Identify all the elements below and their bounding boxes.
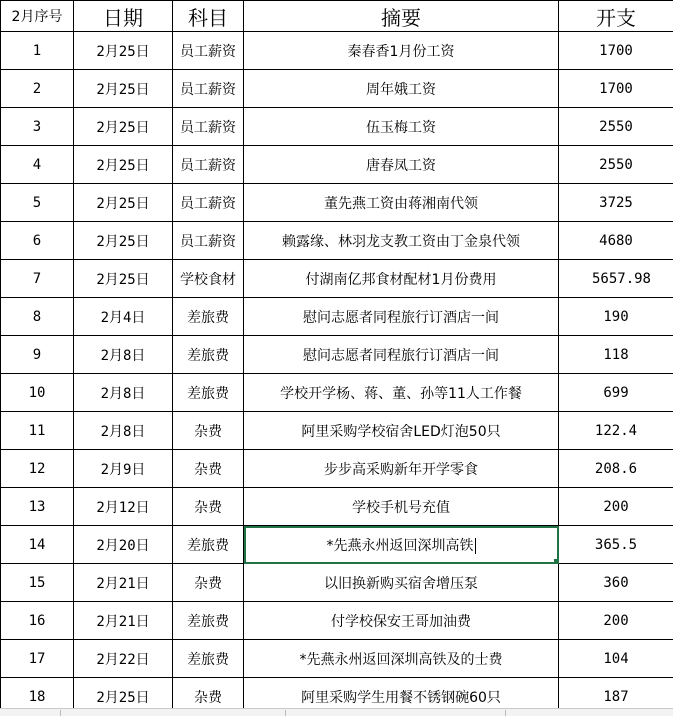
cell-category-text: 员工薪资 (180, 234, 236, 250)
header-seq[interactable]: 2月序号 (1, 1, 74, 32)
cell-expense-text: 699 (603, 385, 628, 401)
cell-summary-text: 慰问志愿者同程旅行订酒店一间 (303, 348, 499, 364)
table-row (1, 526, 673, 564)
cell-date[interactable] (74, 70, 173, 108)
cell-summary[interactable] (244, 222, 559, 260)
cell-expense-text: 200 (603, 613, 628, 629)
cell-category-text: 员工薪资 (180, 158, 236, 174)
cell-summary-text: 以旧换新购买宿舍增压泵 (324, 576, 478, 592)
cell-expense[interactable] (559, 526, 673, 564)
table-row (1, 184, 673, 222)
cell-date-text: 2月25日 (96, 690, 149, 706)
cell-summary[interactable] (244, 602, 559, 640)
cell-summary-text: 学校开学杨、蒋、董、孙等11人工作餐 (280, 386, 522, 402)
table-row (1, 488, 673, 526)
table-row (1, 602, 673, 640)
cell-seq-text: 4 (33, 157, 41, 173)
cell-expense-text: 2550 (599, 157, 633, 173)
cell-category-text: 杂费 (194, 500, 222, 516)
cell-category[interactable] (173, 108, 244, 146)
cell-seq-text: 17 (29, 651, 46, 667)
cell-expense-text: 2550 (599, 119, 633, 135)
cell-seq-text: 12 (29, 461, 46, 477)
cell-summary[interactable] (244, 298, 559, 336)
cell-expense[interactable] (559, 70, 673, 108)
cell-summary[interactable] (244, 336, 559, 374)
cell-summary[interactable] (244, 32, 559, 70)
cell-category[interactable] (173, 412, 244, 450)
cell-summary-text: 慰问志愿者同程旅行订酒店一间 (303, 310, 499, 326)
cell-summary-text: 学校手机号充值 (352, 500, 450, 516)
cell-date-text: 2月25日 (96, 44, 149, 60)
cell-seq[interactable] (1, 336, 74, 374)
cell-expense-text: 104 (603, 651, 628, 667)
cell-summary[interactable] (244, 640, 559, 678)
cell-summary[interactable] (244, 564, 559, 602)
cell-category[interactable] (173, 602, 244, 640)
cell-summary[interactable] (244, 450, 559, 488)
cell-date[interactable] (74, 412, 173, 450)
table-row (1, 450, 673, 488)
fill-handle[interactable] (554, 559, 559, 564)
cell-date-text: 2月9日 (101, 462, 146, 478)
cell-summary-text: 董先燕工资由蒋湘南代领 (324, 196, 478, 212)
cell-seq-text: 5 (33, 195, 41, 211)
cell-category-text: 杂费 (194, 424, 222, 440)
cell-expense-text: 208.6 (595, 461, 637, 477)
cell-date-text: 2月8日 (101, 386, 146, 402)
table-row (1, 108, 673, 146)
cell-expense[interactable] (559, 450, 673, 488)
table-body (1, 1, 673, 716)
cell-category[interactable] (173, 640, 244, 678)
cell-expense[interactable] (559, 412, 673, 450)
table-row (1, 222, 673, 260)
cell-category-text: 差旅费 (187, 538, 229, 554)
cell-expense[interactable] (559, 488, 673, 526)
cell-seq[interactable] (1, 70, 74, 108)
cell-seq[interactable] (1, 184, 74, 222)
cell-seq[interactable] (1, 412, 74, 450)
table-row (1, 640, 673, 678)
cell-seq-text: 15 (29, 575, 46, 591)
cell-date[interactable] (74, 146, 173, 184)
cell-expense-text: 5657.98 (592, 271, 651, 287)
cell-date[interactable] (74, 260, 173, 298)
cell-summary-text: 唐春凤工资 (366, 158, 436, 174)
cell-category[interactable] (173, 298, 244, 336)
header-date[interactable]: 日期 (74, 1, 173, 32)
cell-seq[interactable] (1, 222, 74, 260)
cell-seq-text: 9 (33, 347, 41, 363)
cell-date-text: 2月22日 (96, 652, 149, 668)
cell-date[interactable] (74, 222, 173, 260)
cell-expense-text: 1700 (599, 81, 633, 97)
cell-date[interactable] (74, 374, 173, 412)
cell-summary-text: 阿里采购学校宿舍LED灯泡50只 (301, 424, 500, 440)
cell-summary[interactable] (244, 146, 559, 184)
cell-summary[interactable] (244, 184, 559, 222)
cell-seq[interactable] (1, 108, 74, 146)
cell-summary[interactable] (244, 374, 559, 412)
cell-summary-text: *先燕永州返回深圳高铁及的士费 (300, 652, 503, 668)
table-row (1, 374, 673, 412)
cell-seq[interactable] (1, 260, 74, 298)
cell-seq-text: 6 (33, 233, 41, 249)
cell-expense[interactable] (559, 298, 673, 336)
cell-seq-text: 1 (33, 43, 41, 59)
cell-summary-text: 付湖南亿邦食材配材1月份费用 (306, 272, 497, 288)
cell-date-text: 2月25日 (96, 120, 149, 136)
cell-date-text: 2月25日 (96, 234, 149, 250)
cell-date[interactable] (74, 298, 173, 336)
cell-date[interactable] (74, 640, 173, 678)
table-row (1, 336, 673, 374)
cell-seq[interactable] (1, 450, 74, 488)
cell-category-text: 差旅费 (187, 614, 229, 630)
table-row (1, 564, 673, 602)
cell-expense[interactable] (559, 602, 673, 640)
cell-category[interactable] (173, 32, 244, 70)
cell-summary-text: 秦春香1月份工资 (348, 44, 455, 60)
cell-seq-text: 18 (29, 689, 46, 705)
cell-date[interactable] (74, 526, 173, 564)
cell-category[interactable] (173, 222, 244, 260)
cell-expense[interactable] (559, 108, 673, 146)
cell-date-text: 2月21日 (96, 576, 149, 592)
cell-category[interactable] (173, 564, 244, 602)
cell-category-text: 员工薪资 (180, 44, 236, 60)
cell-seq[interactable] (1, 298, 74, 336)
table-row (1, 260, 673, 298)
cell-category-text: 差旅费 (187, 348, 229, 364)
cell-expense-text: 360 (603, 575, 628, 591)
text-cursor (475, 538, 476, 554)
cell-summary-text: 步步高采购新年开学零食 (324, 462, 478, 478)
table-row (1, 70, 673, 108)
cell-date-text: 2月4日 (101, 310, 146, 326)
cell-seq-text: 3 (33, 119, 41, 135)
cell-date[interactable] (74, 450, 173, 488)
cell-date-text: 2月25日 (96, 272, 149, 288)
cell-expense[interactable] (559, 146, 673, 184)
cell-summary[interactable] (244, 70, 559, 108)
cell-seq[interactable] (1, 602, 74, 640)
cell-expense-text: 122.4 (595, 423, 637, 439)
sheet-tab[interactable] (60, 710, 275, 716)
cell-date[interactable] (74, 488, 173, 526)
cell-expense[interactable] (559, 260, 673, 298)
table-row (1, 298, 673, 336)
cell-summary[interactable] (244, 260, 559, 298)
cell-expense[interactable] (559, 640, 673, 678)
cell-category[interactable] (173, 70, 244, 108)
cell-expense[interactable] (559, 222, 673, 260)
cell-summary-text: 阿里采购学生用餐不锈钢碗60只 (301, 690, 501, 706)
cell-date[interactable] (74, 564, 173, 602)
cell-summary-text: 伍玉梅工资 (366, 120, 436, 136)
cell-seq-text: 10 (29, 385, 46, 401)
cell-seq-text: 11 (29, 423, 46, 439)
cell-summary[interactable] (244, 412, 559, 450)
header-expense[interactable]: 开支 (559, 1, 673, 32)
cell-seq[interactable] (1, 526, 74, 564)
cell-category-text: 差旅费 (187, 386, 229, 402)
cell-category[interactable] (173, 336, 244, 374)
cell-date[interactable] (74, 32, 173, 70)
cell-seq[interactable] (1, 146, 74, 184)
sheet-tab[interactable] (285, 710, 495, 716)
cell-seq-text: 14 (29, 537, 46, 553)
cell-expense-text: 365.5 (595, 537, 637, 553)
cell-category[interactable] (173, 526, 244, 564)
cell-date[interactable] (74, 336, 173, 374)
cell-expense[interactable] (559, 32, 673, 70)
cell-expense[interactable] (559, 374, 673, 412)
cell-expense-text: 187 (603, 689, 628, 705)
cell-expense[interactable] (559, 336, 673, 374)
cell-expense[interactable] (559, 184, 673, 222)
cell-category-text: 杂费 (194, 690, 222, 706)
cell-seq-text: 2 (33, 81, 41, 97)
cell-category-text: 差旅费 (187, 310, 229, 326)
header-category[interactable]: 科目 (173, 1, 244, 32)
cell-seq-text: 13 (29, 499, 46, 515)
cell-summary-text: 付学校保安王哥加油费 (331, 614, 471, 630)
cell-summary[interactable] (244, 108, 559, 146)
cell-date-text: 2月25日 (96, 158, 149, 174)
cell-category[interactable] (173, 488, 244, 526)
cell-seq[interactable] (1, 32, 74, 70)
cell-seq[interactable] (1, 374, 74, 412)
cell-seq-text: 8 (33, 309, 41, 325)
cell-date-text: 2月21日 (96, 614, 149, 630)
cell-expense-text: 4680 (599, 233, 633, 249)
cell-date[interactable] (74, 184, 173, 222)
header-row (1, 1, 673, 32)
cell-category[interactable] (173, 184, 244, 222)
cell-date-text: 2月25日 (96, 82, 149, 98)
cell-date[interactable] (74, 602, 173, 640)
cell-seq[interactable] (1, 640, 74, 678)
cell-seq[interactable] (1, 564, 74, 602)
cell-date-text: 2月8日 (101, 424, 146, 440)
cell-category-text: 差旅费 (187, 652, 229, 668)
cell-category-text: 学校食材 (180, 272, 236, 288)
cell-expense-text: 1700 (599, 43, 633, 59)
cell-expense[interactable] (559, 564, 673, 602)
cell-date[interactable] (74, 108, 173, 146)
cell-category[interactable] (173, 374, 244, 412)
cell-summary[interactable] (244, 526, 559, 564)
cell-seq-text: 7 (33, 271, 41, 287)
cell-summary-text: 赖露缘、林羽龙支教工资由丁金泉代领 (282, 234, 520, 250)
cell-date-text: 2月25日 (96, 196, 149, 212)
cell-date-text: 2月12日 (96, 500, 149, 516)
cell-summary[interactable] (244, 488, 559, 526)
table-row (1, 146, 673, 184)
cell-category-text: 员工薪资 (180, 196, 236, 212)
cell-category-text: 员工薪资 (180, 82, 236, 98)
cell-expense-text: 190 (603, 309, 628, 325)
cell-date-text: 2月20日 (96, 538, 149, 554)
cell-category[interactable] (173, 450, 244, 488)
cell-seq[interactable] (1, 488, 74, 526)
cell-category-text: 杂费 (194, 576, 222, 592)
cell-expense-text: 200 (603, 499, 628, 515)
cell-summary-text: *先燕永州返回深圳高铁 (327, 538, 474, 554)
header-summary[interactable]: 摘要 (244, 1, 559, 32)
cell-summary-text: 周年娥工资 (366, 82, 436, 98)
cell-category[interactable] (173, 260, 244, 298)
cell-expense-text: 118 (603, 347, 628, 363)
cell-category-text: 杂费 (194, 462, 222, 478)
table-row (1, 412, 673, 450)
table-row (1, 32, 673, 70)
cell-date-text: 2月8日 (101, 348, 146, 364)
cell-seq-text: 16 (29, 613, 46, 629)
sheet-tab[interactable] (505, 710, 673, 716)
cell-expense-text: 3725 (599, 195, 633, 211)
cell-category[interactable] (173, 146, 244, 184)
cell-category-text: 员工薪资 (180, 120, 236, 136)
